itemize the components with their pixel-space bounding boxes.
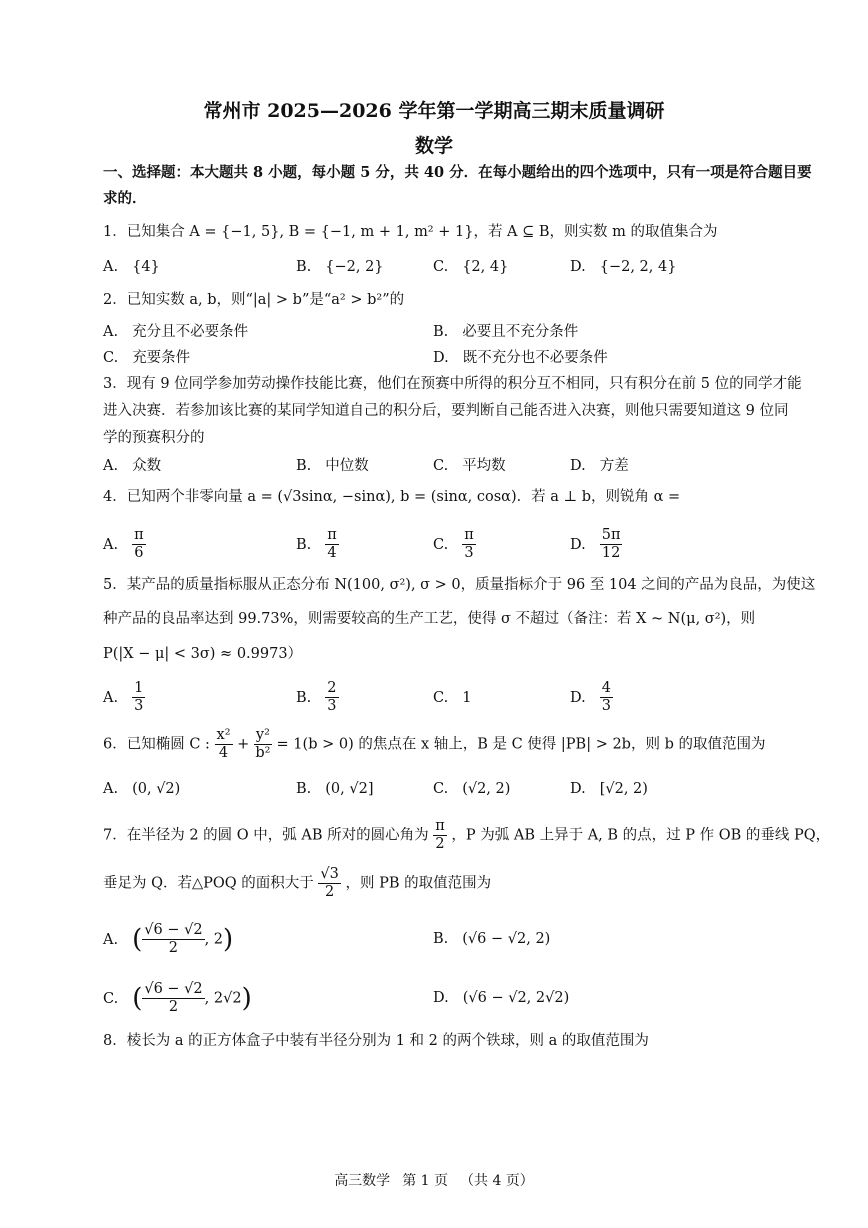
exam-subject: 数学	[414, 135, 453, 157]
q5-option-c: C. 1	[433, 690, 472, 706]
q5-option-d: D. $\frac{4}{3}$	[570, 680, 611, 714]
q4-option-c: C. $\frac{\pi}{3}$	[433, 527, 474, 561]
q1-option-b: B. {−2, 2}	[296, 259, 384, 275]
q1-option-a: A. {4}	[103, 259, 160, 275]
section-heading-line1: 一、选择题：本大题共 8 小题，每小题 5 分，共 40 分．在每小题给出的四个选项中，只有一项是符合题目要	[103, 164, 812, 181]
q4-option-d: D. $\frac{5\pi}{12}$	[570, 527, 621, 561]
q3-option-a: A. 众数	[103, 458, 162, 474]
q3-option-c: C. 平均数	[433, 458, 506, 474]
q6-option-a: A. (0, √2)	[103, 781, 181, 797]
q8-stem: 8．棱长为 a 的正方体盒子中装有半径分别为 1 和 2 的两个铁球，则 a 的取值范围为	[103, 1033, 649, 1049]
q4-stem: 4．已知两个非零向量 a = (√3sinα, −sinα), b = (sinα, cosα)．若 a ⊥ b，则锐角 α =	[103, 489, 681, 505]
q4-option-a: A. $\frac{\pi}{6}$	[103, 527, 144, 561]
q7-stem-line2: 垂足为 Q．若△POQ 的面积大于 $\frac{√3}{2}$ ，则 PB 的取值范围为	[103, 866, 492, 900]
q1-option-c: C. {2, 4}	[433, 259, 509, 275]
q5-stem-line1: 5．某产品的质量指标服从正态分布 N(100, σ²), σ > 0，质量指标介于 96 至 104 之间的产品为良品，为使这	[103, 577, 816, 593]
q6-option-d: D. [√2, 2)	[570, 781, 648, 797]
q6-option-b: B. (0, √2]	[296, 781, 374, 797]
q7-option-a: A. ( $\frac{√6 - √2}{2}$ , 2)	[103, 922, 234, 956]
page-footer: 高三数学 第 1 页 （共 4 页）	[334, 1173, 534, 1189]
q7-stem-line1: 7．在半径为 2 的圆 O 中，弧 AB 所对的圆心角为 $\frac{\pi}{2}$ ，P 为弧 AB 上异于 A, B 的点，过 P 作 OB 的垂线 PQ，	[103, 818, 831, 852]
q4-option-b: B. $\frac{\pi}{4}$	[296, 527, 337, 561]
q3-stem-line1: 3．现有 9 位同学参加劳动操作技能比赛，他们在预赛中所得的积分互不相同，只有积分在前 5 位的同学才能	[103, 376, 802, 392]
section-heading-line2: 求的．	[103, 190, 147, 207]
q6-option-c: C. (√2, 2)	[433, 781, 511, 797]
q7-option-d: D. (√6 − √2, 2√2)	[433, 990, 570, 1006]
q5-stem-line3: P(|X − μ| < 3σ) ≈ 0.9973）	[103, 646, 303, 662]
q5-option-a: A. $\frac{1}{3}$	[103, 680, 144, 714]
q3-stem-line3: 学的预赛积分的	[103, 430, 205, 446]
q2-option-b: B. 必要且不充分条件	[433, 324, 579, 340]
exam-title: 常州市 2025—2026 学年第一学期高三期末质量调研	[203, 100, 665, 122]
q6-stem: 6．已知椭圆 C : $\frac{\text{x²}}{4}$ + $\frac{\text{y²}}{\text{b²}}$ = 1(b > 0) 的焦点在 x 轴上，B 是 C 使得 |PB| > 2b，则 b 的取值范围为	[103, 727, 766, 761]
q3-option-d: D. 方差	[570, 458, 629, 474]
q7-option-c: C. ( $\frac{√6 - √2}{2}$ , 2√2)	[103, 981, 252, 1015]
q2-option-d: D. 既不充分也不必要条件	[433, 350, 608, 366]
q2-option-c: C. 充要条件	[103, 350, 191, 366]
q2-option-a: A. 充分且不必要条件	[103, 324, 249, 340]
q2-stem: 2．已知实数 a, b，则“|a| > b”是“a² > b²”的	[103, 292, 405, 308]
q3-option-b: B. 中位数	[296, 458, 369, 474]
q1-option-d: D. {−2, 2, 4}	[570, 259, 677, 275]
q1-stem: 1．已知集合 A = {−1, 5}, B = {−1, m + 1, m² + 1}，若 A ⊆ B，则实数 m 的取值集合为	[103, 224, 718, 240]
q7-option-b: B. (√6 − √2, 2)	[433, 931, 551, 947]
q3-stem-line2: 进入决赛．若参加该比赛的某同学知道自己的积分后，要判断自己能否进入决赛，则他只需要知道这 9 位同	[103, 403, 789, 419]
q5-stem-line2: 种产品的良品率达到 99.73%，则需要较高的生产工艺，使得 σ 不超过（备注：若 X ~ N(μ, σ²)，则	[103, 611, 756, 627]
q5-option-b: B. $\frac{2}{3}$	[296, 680, 337, 714]
